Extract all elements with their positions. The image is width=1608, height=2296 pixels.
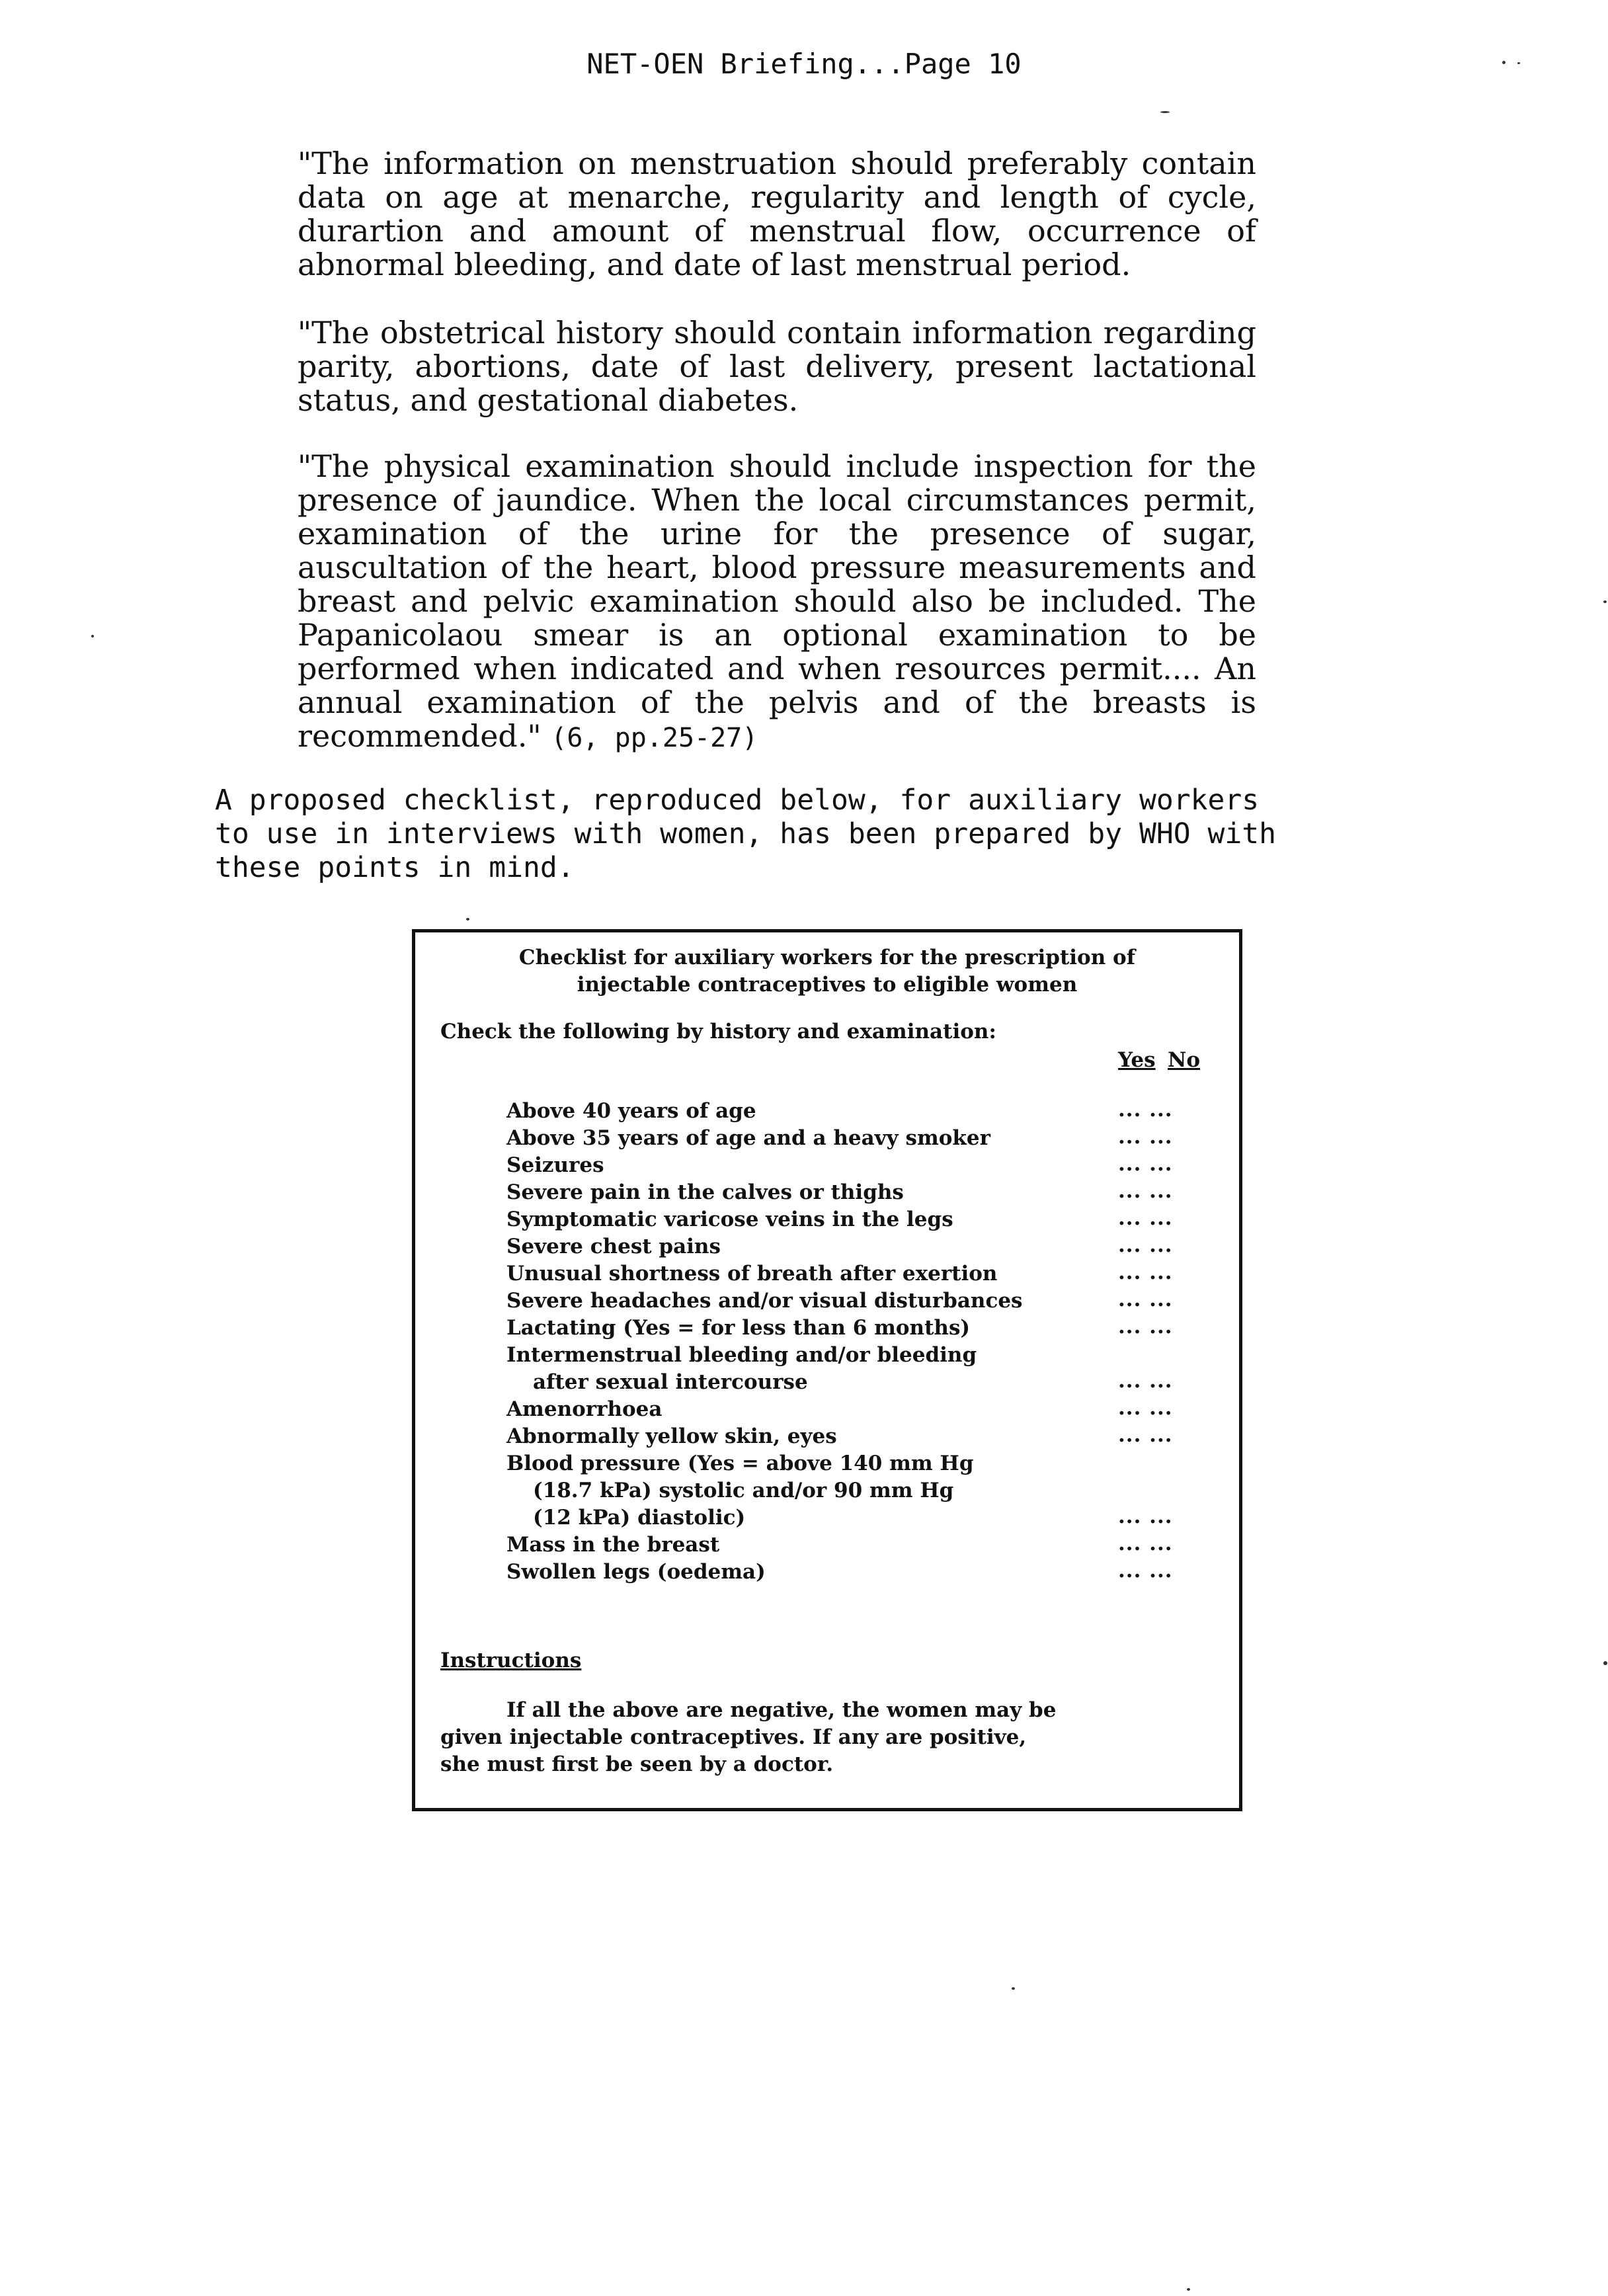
- checklist-item-headaches: [506, 1288, 1023, 1315]
- checklist-item-swollen-legs: [506, 1559, 766, 1586]
- checklist-title-line: Checklist for auxiliary workers for the prescription of: [518, 946, 1136, 969]
- column-yes-header: Yes: [1118, 1048, 1156, 1072]
- quote-text: "The information on menstruation should preferably contain data on age at menarche, regularity and length of cycle, durartion and amount of menstrual flow, occurrence of abnormal bleeding, and date of last menstrual period.: [298, 145, 1256, 282]
- instructions-text: [440, 1697, 1181, 1778]
- checklist-item-lactating: [506, 1315, 970, 1342]
- checklist-item-seizures: [506, 1152, 604, 1179]
- checklist-item-label: Severe pain in the calves or thighs: [506, 1180, 904, 1204]
- yes-no-dots: ... ...: [1118, 1559, 1173, 1582]
- checklist-heading: Check the following by history and examination:: [440, 1020, 996, 1044]
- yes-no-dots: ... ...: [1118, 1152, 1173, 1176]
- yes-no-dots: ... ...: [1118, 1233, 1173, 1257]
- checklist-item-shortness-of-breath: [506, 1260, 997, 1288]
- scan-speck: [466, 918, 469, 921]
- column-no-header: No: [1168, 1048, 1201, 1072]
- yes-no-dots: ... ...: [1118, 1125, 1173, 1149]
- quote-reference: (6, pp.25-27): [551, 723, 758, 753]
- intro-line: these points in mind.: [215, 851, 575, 884]
- checklist-item-label: Unusual shortness of breath after exertion: [506, 1262, 998, 1286]
- quote-physical-examination: [298, 450, 1256, 755]
- yes-no-dots: ... ...: [1118, 1098, 1173, 1122]
- checklist-item-label: (18.7 kPa) systolic and/or 90 mm Hg: [533, 1479, 954, 1502]
- checklist-item-age-40: [506, 1098, 756, 1125]
- yes-no-dots: ... ...: [1118, 1260, 1173, 1284]
- checklist-item-blood-pressure: [506, 1450, 974, 1532]
- instructions-heading: Instructions: [440, 1649, 582, 1672]
- checklist-box: [412, 929, 1242, 1811]
- quote-body: "The physical examination should include inspection for the presence of jaundice. When the local circumstances permit, examination of the urine for the presence of sugar, auscultation of the heart, blood pressure measurements and breast and pelvic examination should also be included. The Papanicolaou smear is an optional examination to be performed when indicated and when resources permit.... An annual examination of the pelvis and of the breasts is recommended.": [298, 448, 1256, 754]
- yes-no-dots: ... ...: [1118, 1504, 1173, 1528]
- checklist-item-label: Amenorrhoea: [506, 1397, 663, 1421]
- scan-speck: [1187, 2288, 1190, 2291]
- checklist-item-label: after sexual intercourse: [533, 1370, 808, 1394]
- checklist-item-label: Swollen legs (oedema): [506, 1560, 766, 1584]
- checklist-item-label: Symptomatic varicose veins in the legs: [506, 1208, 953, 1231]
- intro-line: A proposed checklist, reproduced below, for auxiliary workers: [215, 784, 1260, 817]
- yes-no-dots: ... ...: [1118, 1369, 1173, 1393]
- checklist-item-age-35-smoker: [506, 1125, 990, 1152]
- scan-speck: [91, 635, 94, 637]
- checklist-item-label: Intermenstrual bleeding and/or bleeding: [506, 1343, 977, 1367]
- instructions-line: If all the above are negative, the women may be: [506, 1698, 1057, 1722]
- intro-line: to use in interviews with women, has been prepared by WHO with: [215, 817, 1277, 850]
- scan-speck: [1603, 600, 1607, 603]
- checklist-item-label: Severe headaches and/or visual disturbances: [506, 1289, 1023, 1313]
- yes-no-dots: ... ...: [1118, 1396, 1173, 1420]
- checklist-item-amenorrhoea: [506, 1396, 662, 1423]
- yes-no-dots: ... ...: [1118, 1315, 1173, 1338]
- checklist-item-label: Above 40 years of age: [506, 1099, 756, 1123]
- scan-speck: [1012, 1987, 1015, 1990]
- quote-menstruation: [298, 147, 1256, 282]
- intro-paragraph: [215, 784, 1471, 885]
- instructions-line: given injectable contraceptives. If any are positive,: [440, 1725, 1027, 1749]
- yes-no-dots: ... ...: [1118, 1179, 1173, 1203]
- yes-no-dots: ... ...: [1118, 1423, 1173, 1447]
- checklist-item-label: (12 kPa) diastolic): [533, 1506, 746, 1530]
- scan-speck: [1160, 111, 1170, 113]
- yes-no-dots: ... ...: [1118, 1288, 1173, 1311]
- scan-speck: [1603, 1661, 1607, 1665]
- checklist-item-label: Abnormally yellow skin, eyes: [506, 1424, 837, 1448]
- quote-text: "The obstetrical history should contain information regarding parity, abortions, date of last delivery, present lactational status, and gestational diabetes.: [298, 315, 1256, 418]
- checklist-item-label: Mass in the breast: [506, 1533, 720, 1557]
- checklist-item-label: Blood pressure (Yes = above 140 mm Hg: [506, 1452, 974, 1475]
- checklist-title-line: injectable contraceptives to eligible women: [577, 973, 1078, 997]
- quote-text: [298, 450, 1256, 755]
- checklist-item-yellow-skin: [506, 1423, 837, 1450]
- checklist-item-label: Lactating (Yes = for less than 6 months): [506, 1316, 971, 1340]
- quote-obstetrical: [298, 316, 1256, 417]
- instructions-line: she must first be seen by a doctor.: [440, 1752, 834, 1776]
- checklist-item-intermenstrual-bleeding: [506, 1342, 977, 1396]
- yes-no-dots: ... ...: [1118, 1206, 1173, 1230]
- page-header: NET-OEN Briefing...Page 10: [586, 48, 1022, 80]
- checklist-item-mass-in-breast: [506, 1532, 719, 1559]
- checklist-item-chest-pains: [506, 1233, 721, 1260]
- checklist-item-calf-pain: [506, 1179, 904, 1206]
- checklist-item-label: Seizures: [506, 1153, 604, 1177]
- scan-speck: [1517, 62, 1520, 64]
- yes-no-dots: ... ...: [1118, 1532, 1173, 1555]
- checklist-item-varicose-veins: [506, 1206, 953, 1233]
- scan-speck: [1502, 61, 1506, 64]
- checklist-item-label: Severe chest pains: [506, 1235, 721, 1258]
- checklist-title: [415, 944, 1239, 999]
- checklist-item-label: Above 35 years of age and a heavy smoker: [506, 1126, 990, 1150]
